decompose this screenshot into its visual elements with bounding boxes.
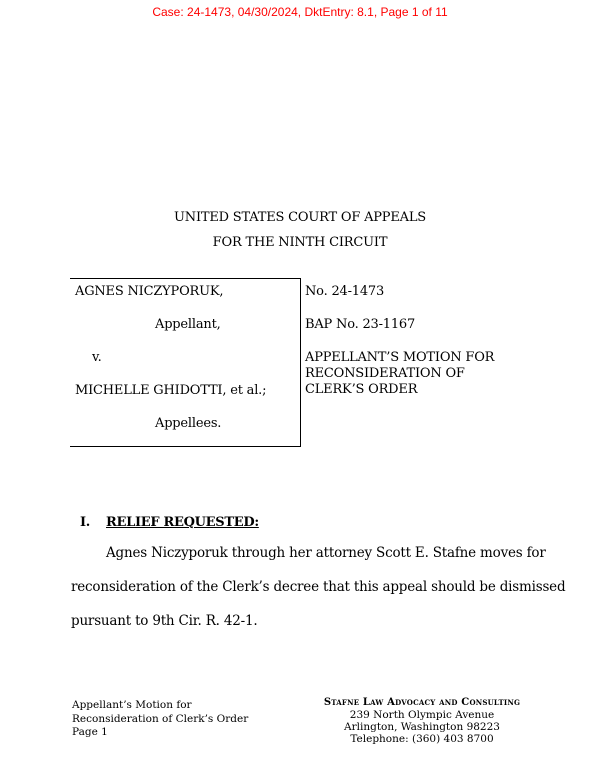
footer-page-number: Page 1 [72, 726, 108, 738]
footer-phone: Telephone: (360) 403 8700 [350, 733, 494, 745]
appellant-name: AGNES NICZYPORUK, [75, 284, 224, 299]
footer-title-line1: Appellant’s Motion for [72, 699, 192, 711]
footer-firm-name: Stafne Law Advocacy and Consulting [323, 697, 521, 708]
footer-firm-block [322, 697, 522, 745]
section-title: RELIEF REQUESTED: [106, 515, 259, 530]
versus: v. [92, 350, 102, 365]
footer-document-title [72, 699, 248, 740]
footer-address-line2: Arlington, Washington 98223 [344, 721, 500, 733]
footer-title-line2: Reconsideration of Clerk’s Order [72, 712, 249, 725]
motion-title: APPELLANT’S MOTION FOR RECONSIDERATION OF CLERK’S ORDER [305, 350, 495, 397]
appellant-role: Appellant, [155, 317, 221, 332]
appellee-role: Appellees. [155, 416, 222, 431]
body-line-2: reconsideration of the Clerk’s decree that this appeal should be dismissed [71, 579, 566, 595]
body-line-1: Agnes Niczyporuk through her attorney Scott E. Stafne moves for [106, 545, 546, 561]
case-stamp-header: Case: 24-1473, 04/30/2024, DktEntry: 8.1, Page 1 of 11 [152, 5, 448, 19]
court-name-line2: FOR THE NINTH CIRCUIT [212, 235, 388, 250]
appellee-name: MICHELLE GHIDOTTI, et al.; [75, 383, 267, 398]
case-number: No. 24-1473 [305, 284, 385, 299]
footer-address-line1: 239 North Olympic Avenue [349, 709, 495, 721]
body-line-3: pursuant to 9th Cir. R. 42-1. [71, 613, 258, 629]
bap-number: BAP No. 23-1167 [305, 317, 416, 332]
section-number: I. [80, 515, 91, 530]
court-name-line1: UNITED STATES COURT OF APPEALS [174, 210, 426, 225]
